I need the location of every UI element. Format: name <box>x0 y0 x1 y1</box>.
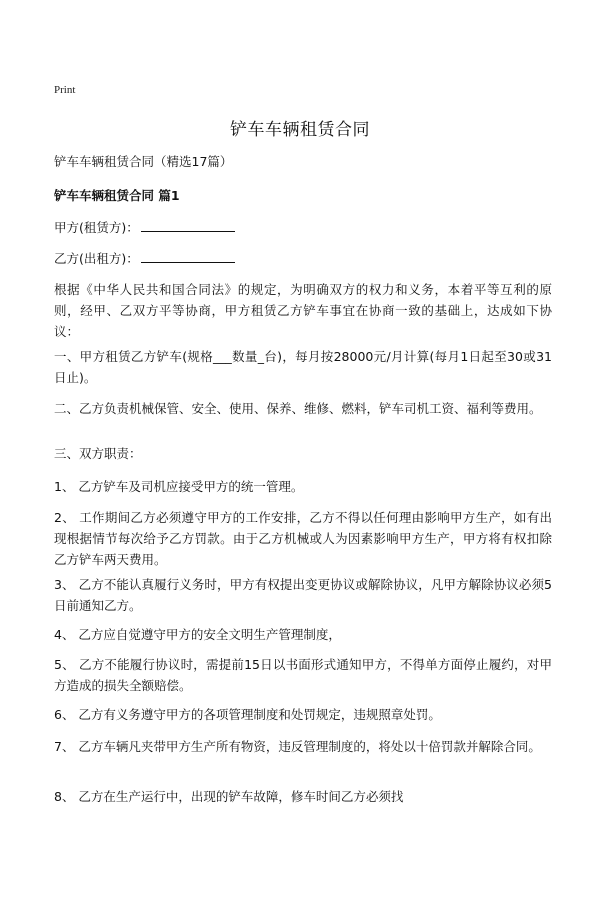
section-heading: 铲车车辆租赁合同 篇1 <box>54 188 180 203</box>
party-a-row <box>54 218 235 238</box>
paragraph-clause-2: 二、乙方负责机械保管、安全、使用、保养、维修、燃料，铲车司机工资、福利等费用。 <box>54 401 542 416</box>
paragraph-item-5: 5、 乙方不能履行协议时，需提前15日以书面形式通知甲方，不得单方面停止履约，对甲方造成的损失全额赔偿。 <box>54 657 552 693</box>
paragraph-clause-3-heading: 三、双方职责： <box>54 446 142 461</box>
page-title: 铲车车辆租赁合同 <box>230 120 370 140</box>
party-a-label: 甲方(租赁方)： <box>54 220 139 235</box>
party-a-blank-line <box>141 219 235 232</box>
paragraph-item-8: 8、 乙方在生产运行中，出现的铲车故障，修车时间乙方必须找 <box>54 789 404 804</box>
print-label: Print <box>54 84 76 96</box>
paragraph-item-6: 6、 乙方有义务遵守甲方的各项管理制度和处罚规定，违规照章处罚。 <box>54 707 441 722</box>
paragraph-preamble: 根据《中华人民共和国合同法》的规定，为明确双方的权力和义务，本着平等互利的原则，经甲、乙双方平等协商，甲方租赁乙方铲车事宜在协商一致的基础上，达成如下协议： <box>54 282 552 339</box>
paragraph-item-4: 4、 乙方应自觉遵守甲方的安全文明生产管理制度， <box>54 627 341 642</box>
party-b-label: 乙方(出租方)： <box>54 251 139 266</box>
paragraph-item-7: 7、 乙方车辆凡夹带甲方生产所有物资，违反管理制度的，将处以十倍罚款并解除合同。 <box>54 739 541 754</box>
document-subtitle: 铲车车辆租赁合同（精选17篇） <box>54 154 233 169</box>
paragraph-item-1: 1、 乙方铲车及司机应接受甲方的统一管理。 <box>54 479 304 494</box>
paragraph-item-2: 2、 工作期间乙方必须遵守甲方的工作安排，乙方不得以任何理由影响甲方生产，如有出现根据情节每次给予乙方罚款。由于乙方机械或人为因素影响甲方生产，甲方将有权扣除乙方铲车两天费用。 <box>54 510 552 567</box>
paragraph-clause-1: 一、甲方租赁乙方铲车(规格___数量_台)，每月按28000元/月计算(每月1日起至30或31日止)。 <box>54 349 552 385</box>
paragraph-item-3: 3、 乙方不能认真履行义务时，甲方有权提出变更协议或解除协议，凡甲方解除协议必须5日前通知乙方。 <box>54 577 552 613</box>
party-b-row <box>54 249 235 269</box>
party-b-blank-line <box>141 250 235 263</box>
